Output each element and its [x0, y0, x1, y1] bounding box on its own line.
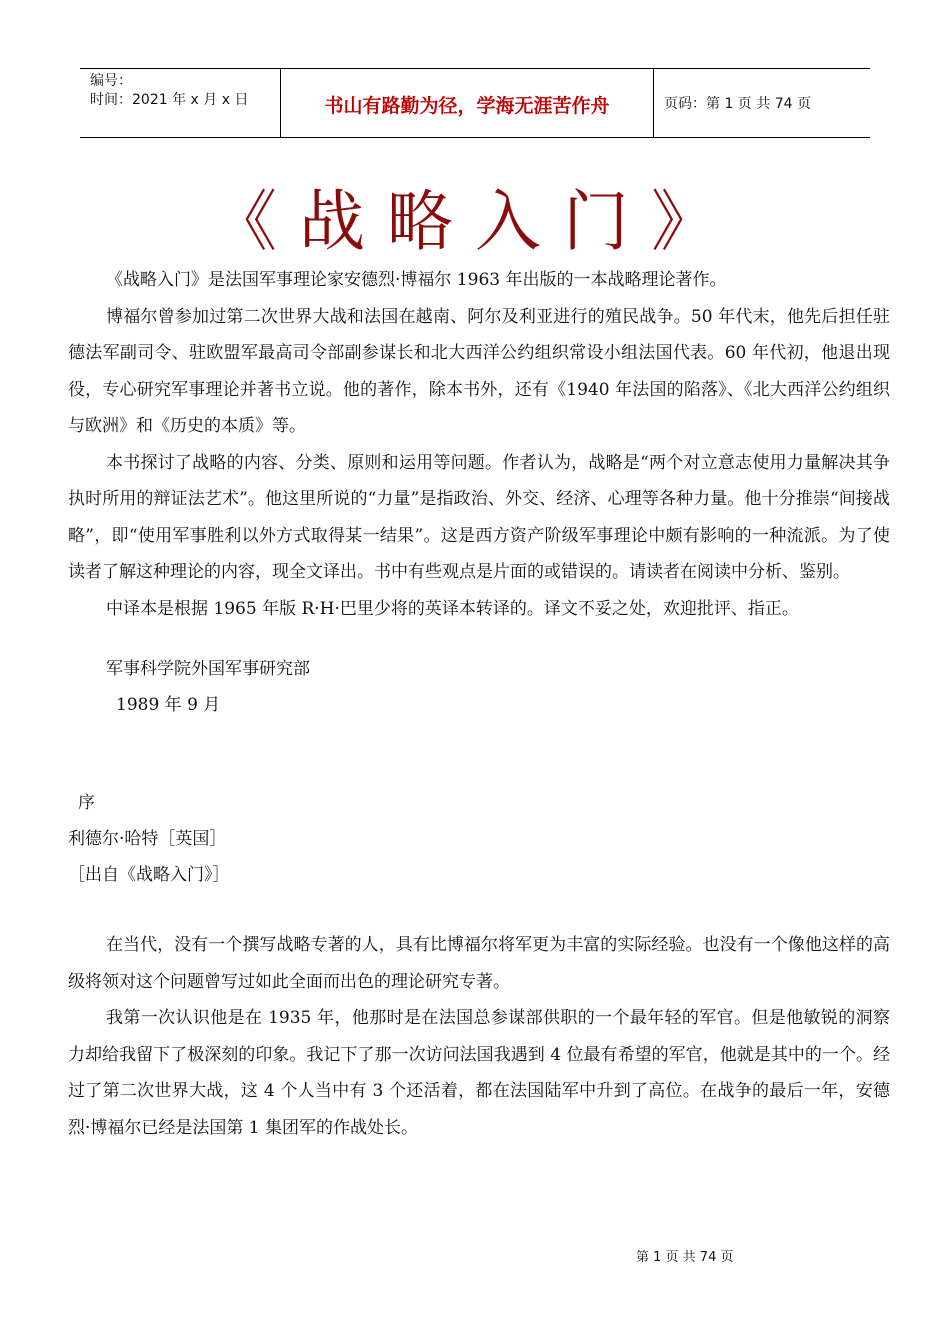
header-time: 时间：2021 年 x 月 x 日: [90, 92, 249, 108]
intro-paragraph-4: 中译本是根据 1965 年版 R·H·巴里少将的英译本转译的。译文不妥之处，欢迎批评、指正。: [106, 598, 799, 619]
header-motto: 书山有路勤为径，学海无涯苦作舟: [281, 69, 654, 137]
preface-source: ［出自《战略入门》］: [68, 865, 230, 885]
signature-org: 军事科学院外国军事研究部: [106, 659, 310, 679]
signature-date: 1989 年 9 月: [116, 695, 221, 715]
page-footer: 第 1 页 共 74 页: [636, 1250, 734, 1265]
page-header: [80, 68, 870, 138]
header-meta: [80, 69, 281, 137]
document-body: [68, 262, 890, 1146]
intro-paragraph-2: 博福尔曾参加过第二次世界大战和法国在越南、阿尔及利亚进行的殖民战争。50 年代末，他先后担任驻德法军副司令、驻欧盟军最高司令部副参谋长和北大西洋公约组织常设小组法国代表。60 年代初，他退出现役，专心研究军事理论并著书立说。他的著作，除本书外，还有《1940 年法国的陷落》、《北大西洋公约组织与欧洲》和《历史的本质》等。: [68, 306, 890, 436]
header-number: 编号：: [90, 73, 132, 89]
header-page-info: 页码：第 1 页 共 74 页: [664, 96, 811, 112]
document-title: 《战略入门》: [211, 183, 739, 260]
preface-heading: 序: [78, 793, 95, 813]
intro-paragraph-1: 《战略入门》是法国军事理论家安德烈·博福尔 1963 年出版的一本战略理论著作。: [106, 270, 727, 290]
preface-author: 利德尔·哈特［英国］: [68, 829, 227, 849]
preface-paragraph-2: 我第一次认识他是在 1935 年，他那时是在法国总参谋部供职的一个最年轻的军官。但是他敏锐的洞察力却给我留下了极深刻的印象。我记下了那一次访问法国我遇到 4 位最有希望的军官，他就是其中的一个。经过了第二次世界大战，这 4 个人当中有 3 个还活着，都在法国陆军中升到了高位。在战争的最后一年，安德烈·博福尔已经是法国第 1 集团军的作战处长。: [68, 1008, 890, 1138]
preface-paragraph-1: 在当代，没有一个撰写战略专著的人，具有比博福尔将军更为丰富的实际经验。也没有一个像他这样的高级将领对这个问题曾写过如此全面而出色的理论研究专著。: [68, 935, 890, 992]
intro-paragraph-3: 本书探讨了战略的内容、分类、原则和运用等问题。作者认为，战略是“两个对立意志使用力量解决其争执时所用的辩证法艺术”。他这里所说的“力量”是指政治、外交、经济、心理等各种力量。他十分推崇“间接战略”，即“使用军事胜利以外方式取得某一结果”。这是西方资产阶级军事理论中颇有影响的一种流派。为了使读者了解这种理论的内容，现全文译出。书中有些观点是片面的或错误的。请读者在阅读中分析、鉴别。: [68, 452, 890, 582]
